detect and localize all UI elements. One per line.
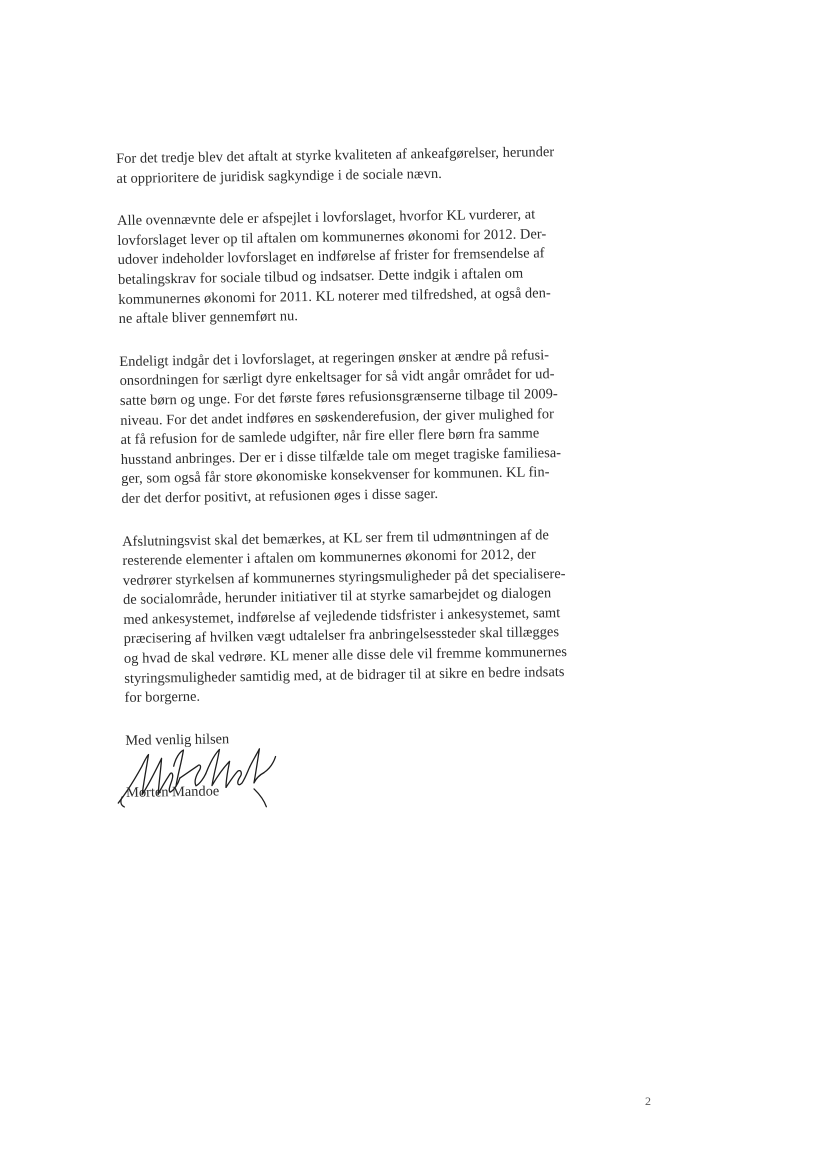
letter-body [116,142,626,811]
text-line: resterende elementer i aftalen om kommunernes økonomi for 2012, der [122,546,536,570]
signature-name: Morten Mandoe [125,783,220,801]
page-number: 2 [645,1094,651,1108]
text-line: satte børn og unge. For det første føres refusionsgrænserne tilbage til 2009- [119,386,558,409]
text-line: For det tredje blev det aftalt at styrke kvaliteten af ankeafgørelser, herunder [116,144,555,167]
text-line: med ankesystemet, indførelse af vejledende tidsfrister i ankesystemet, samt [123,604,561,628]
closing-greeting: Med venlig hilsen [125,731,230,749]
text-line: for borgerne. [124,688,201,707]
text-line: udover indeholder lovforslaget en indførelse af frister for fremsendelse af [117,245,545,269]
text-line: lovforslaget lever op til aftalen om kommunernes økonomi for 2012. Der- [117,226,547,249]
signature-block [125,748,326,811]
text-line: ger, som også får store økonomiske konsekvenser for kommunen. KL fin- [121,464,550,488]
paragraph-1 [116,142,617,189]
text-line: ne aftale bliver gennemført nu. [118,308,299,328]
text-line: Afslutningsvist skal det bemærkes, at KL ser frem til udmøntningen af de [122,526,549,550]
text-line: betalingskrav for sociale tilbud og indsatser. Dette indgik i aftalen om [117,265,524,288]
text-line: at få refusion for de samlede udgifter, når fire eller flere børn fra samme [120,425,540,449]
text-line: kommunernes økonomi for 2011. KL noterer med tilfredshed, at også den- [118,284,551,308]
text-line: og hvad de skal vedrøre. KL mener alle disse dele vil fremme kommunernes [123,644,568,667]
paragraph-4 [122,525,625,709]
text-line: styringsmuligheder samtidig med, at de bidrager til at sikre en bedre indsats [124,663,565,687]
text-line: der det derfor positivt, at refusionen øges i disse sager. [121,485,439,507]
text-line: vedrører styrkelsen af kommunernes styringsmuligheder på det specialisere- [122,565,566,589]
handwritten-signature [113,742,284,815]
text-line: Endeligt indgår det i lovforslaget, at regeringen ønsker at ændre på refusi- [119,346,550,370]
paragraph-2 [117,204,619,329]
text-line: niveau. For det andet indføres en søskenderefusion, der giver mulighed for [120,405,555,429]
text-line: de socialområde, herunder initiativer til at styrke samarbejdet og dialogen [122,585,552,609]
text-line: præcisering af hvilken vægt udtalelser fra anbringelsessteder skal tillægges [123,624,560,648]
text-line: Alle ovennævnte dele er afspejlet i lovforslaget, hvorfor KL vurderer, at [116,206,536,230]
text-line: husstand anbringes. Der er i disse tilfælde tale om meget tragiske familiesa- [120,444,562,468]
paragraph-3 [119,345,621,510]
text-line: onsordningen for særligt dyre enkeltsager for så vidt angår området for ud- [119,366,555,390]
text-line: at opprioritere de juridisk sagkyndige i de sociale nævn. [116,165,442,187]
